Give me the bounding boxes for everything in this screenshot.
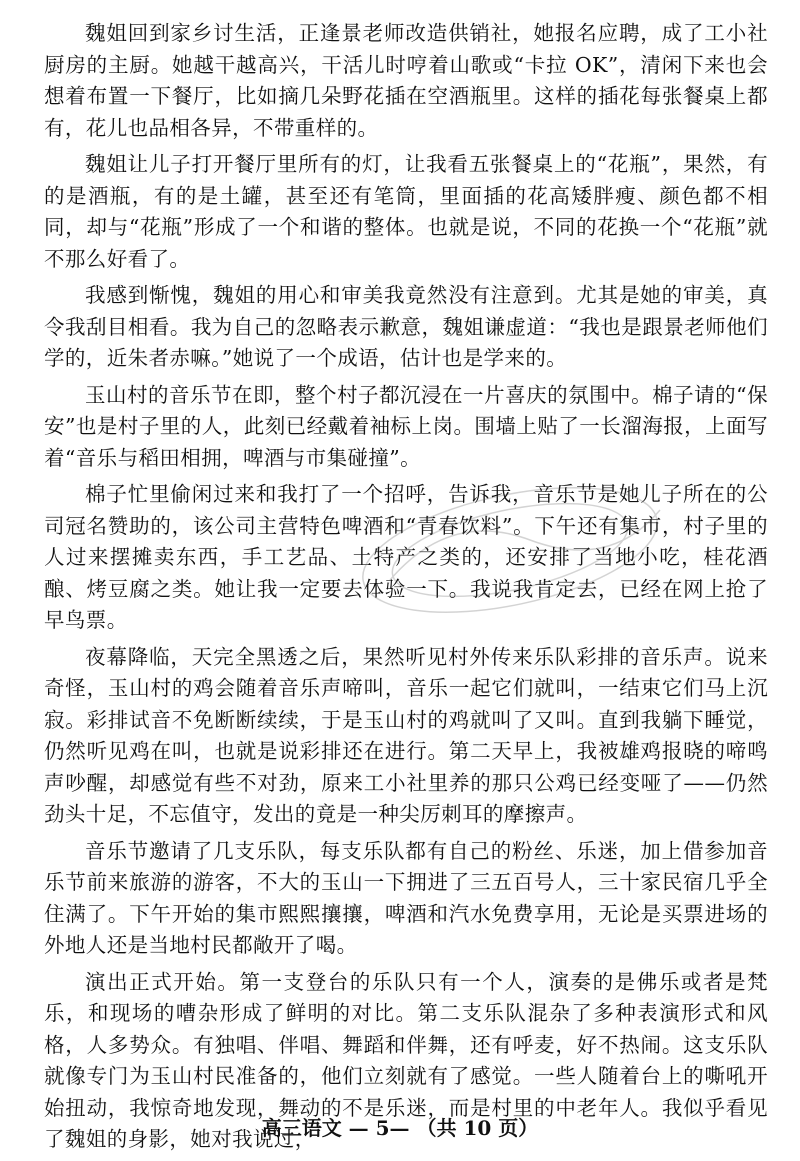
paragraph-1: 魏姐回到家乡讨生活，正逢景老师改造供销社，她报名应聘，成了工小社厨房的主厨。她越干越高兴，干活儿时哼着山歌或“卡拉 OK”，清闲下来也会想着布置一下餐厅，比如摘几朵野花插在空酒瓶里。这样的插花每张餐桌上都有，花儿也品相各异，不带重样的。 bbox=[44, 21, 768, 140]
paragraph-2: 魏姐让儿子打开餐厅里所有的灯，让我看五张餐桌上的“花瓶”，果然，有的是酒瓶，有的是土罐，甚至还有笔筒，里面插的花高矮胖瘦、颜色都不相同，却与“花瓶”形成了一个和谐的整体。也就是说，不同的花换一个“花瓶”就不那么好看了。 bbox=[44, 152, 768, 271]
paragraph-3: 我感到惭愧，魏姐的用心和审美我竟然没有注意到。尤其是她的审美，真令我刮目相看。我为自己的忽略表示歉意，魏姐谦虚道：“我也是跟景老师他们学的，近朱者赤嘛。”她说了一个成语，估计也是学来的。 bbox=[44, 283, 768, 370]
page-footer: 高三语文 — 5— （共 10 页） bbox=[261, 1116, 539, 1140]
paragraph-4: 玉山村的音乐节在即，整个村子都沉浸在一片喜庆的氛围中。棉子请的“保安”也是村子里的人，此刻已经戴着袖标上岗。围墙上贴了一长溜海报，上面写着“音乐与稻田相拥，啤酒与市集碰撞”。 bbox=[44, 382, 768, 470]
paragraph-7: 音乐节邀请了几支乐队，每支乐队都有自己的粉丝、乐迷，加上借参加音乐节前来旅游的游客，不大的玉山一下拥进了三五百号人，三十家民宿几乎全住满了。下午开始的集市熙熙攘攘，啤酒和汽水免费享用，无论是买票进场的外地人还是当地村民都敞开了喝。 bbox=[44, 838, 768, 957]
paragraph-6: 夜幕降临，天完全黑透之后，果然听见村外传来乐队彩排的音乐声。说来奇怪，玉山村的鸡会随着音乐声啼叫，音乐一起它们就叫，一结束它们马上沉寂。彩排试音不免断断续续，于是玉山村的鸡就叫了又叫。直到我躺下睡觉，仍然听见鸡在叫，也就是说彩排还在进行。第二天早上，我被雄鸡报晓的啼鸣声吵醒，却感觉有些不对劲，原来工小社里养的那只公鸡已经变哑了——仍然劲头十足，不忘值守，发出的竟是一种尖厉刺耳的摩擦声。 bbox=[44, 644, 768, 826]
paragraph-8: 演出正式开始。第一支登台的乐队只有一个人，演奏的是佛乐或者是梵乐，和现场的嘈杂形成了鲜明的对比。第二支乐队混杂了多种表演形式和风格，人多势众。有独唱、伴唱、舞蹈和伴舞，还有呼麦，好不热闹。这支乐队就像专门为玉山村民准备的，他们立刻就有了感觉。一些人随着台上的嘶吼开始扭动，我惊奇地发现，舞动的不是乐迷，而是村里的中老年人。我似乎看见了魏姐的身影，她对我说过， bbox=[44, 969, 768, 1151]
page-body bbox=[44, 18, 768, 1161]
paragraph-5: 棉子忙里偷闲过来和我打了一个招呼，告诉我，音乐节是她儿子所在的公司冠名赞助的，该公司主营特色啤酒和“青春饮料”。下午还有集市，村子里的人过来摆摊卖东西，手工艺品、土特产之类的，还安排了当地小吃，桂花酒酿、烤豆腐之类。她让我一定要去体验一下。我说我肯定去，已经在网上抢了早鸟票。 bbox=[44, 482, 768, 632]
